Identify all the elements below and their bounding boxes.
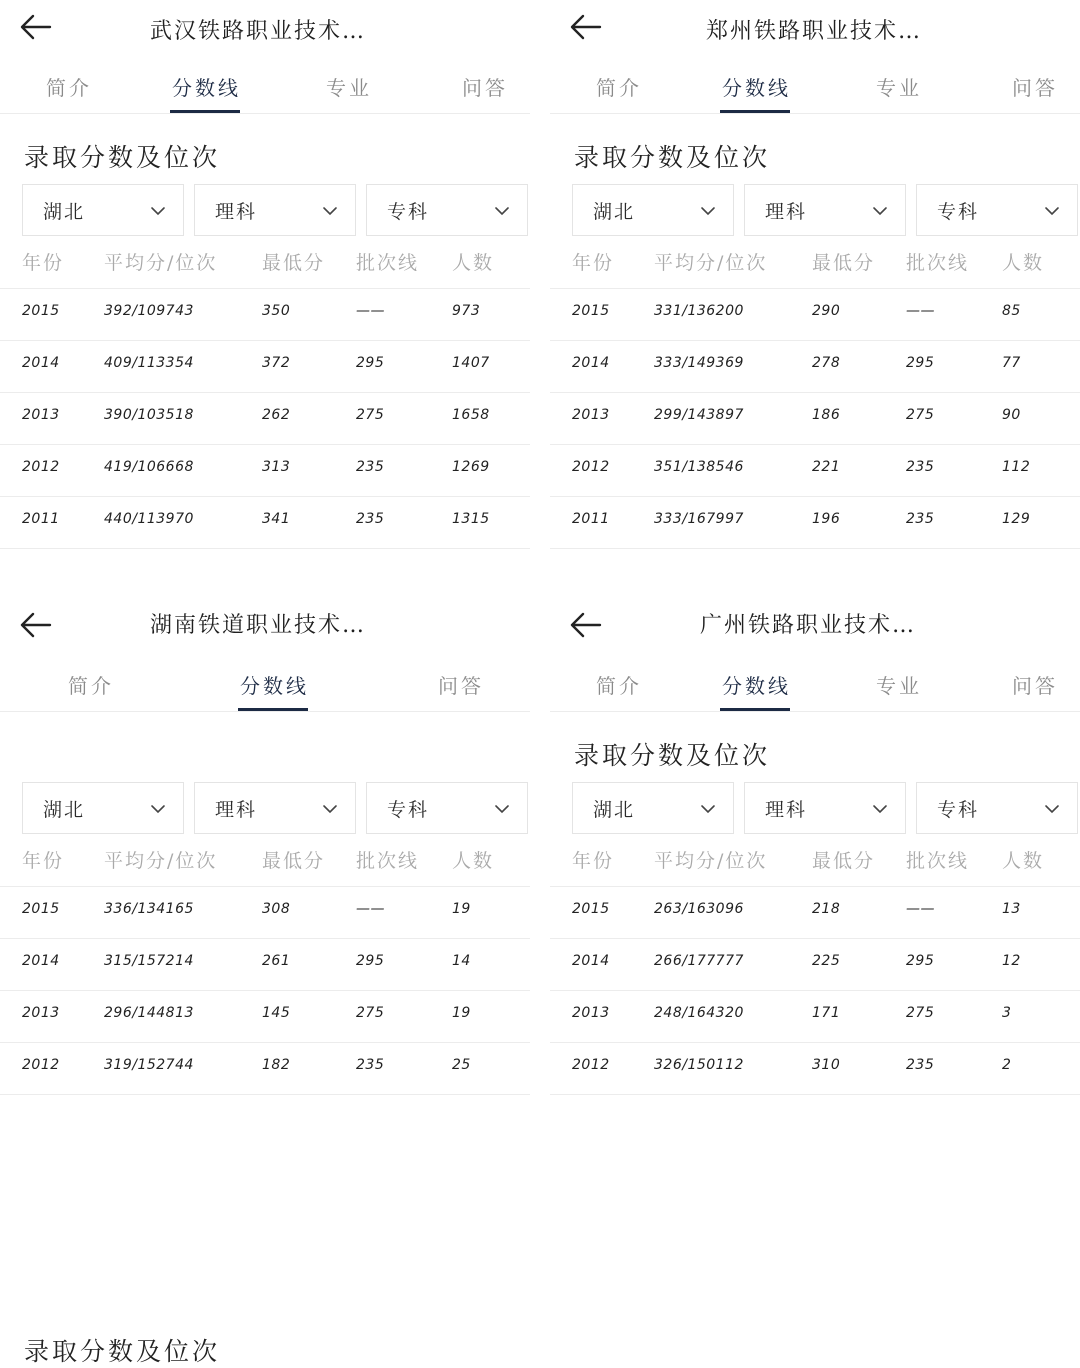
col-batch-line-header: 批次线 [906,252,970,274]
col-batch-line-header: 批次线 [906,850,970,872]
count-cell: 13 [1002,901,1021,917]
back-arrow-icon[interactable] [18,12,54,42]
year-cell: 2014 [22,355,60,371]
top-bar [0,0,530,58]
min-score-cell: 310 [812,1057,841,1073]
col-min-score-header: 最低分 [262,850,326,872]
count-cell: 19 [452,901,471,917]
divider [550,1094,1080,1095]
table-row [550,938,1080,990]
tab-bar [0,660,530,710]
count-cell: 3 [1002,1005,1012,1021]
table-row [0,288,530,340]
table-row [550,496,1080,548]
chevron-down-icon [151,203,165,217]
col-count-header: 人数 [452,252,495,274]
min-score-cell: 221 [812,459,841,475]
dropdown-value: 专科 [937,799,980,821]
batch-line-cell: 275 [906,407,935,423]
back-arrow-icon[interactable] [568,12,604,42]
year-cell: 2013 [22,1005,60,1021]
tab-bar [0,62,530,112]
subject-dropdown[interactable] [194,184,356,236]
year-cell: 2015 [22,303,60,319]
batch-line-cell: 275 [906,1005,935,1021]
tab-intro[interactable]: 简介 [68,674,114,698]
divider [0,548,530,549]
subject-dropdown[interactable] [744,184,906,236]
avg-rank-cell: 419/106668 [104,459,194,475]
dropdown-value: 专科 [387,799,430,821]
count-cell: 25 [452,1057,471,1073]
table-row [550,288,1080,340]
col-year-header: 年份 [22,850,65,872]
college-title: 郑州铁路职业技术… [706,19,923,44]
year-cell: 2014 [572,355,610,371]
min-score-cell: 341 [262,511,291,527]
batch-line-cell: 235 [356,511,385,527]
tab-qa[interactable]: 问答 [1012,674,1058,698]
tab-intro[interactable]: 简介 [596,76,642,100]
year-cell: 2012 [22,1057,60,1073]
table-row [550,444,1080,496]
province-dropdown[interactable] [22,782,184,834]
province-dropdown[interactable] [22,184,184,236]
batch-line-cell: 235 [906,1057,935,1073]
count-cell: 19 [452,1005,471,1021]
level-dropdown[interactable] [366,184,528,236]
score-table [0,886,530,1095]
col-avg-rank-header: 平均分/位次 [654,252,768,274]
avg-rank-cell: 333/149369 [654,355,744,371]
year-cell: 2012 [572,459,610,475]
tab-intro[interactable]: 简介 [596,674,642,698]
col-count-header: 人数 [452,850,495,872]
min-score-cell: 145 [262,1005,291,1021]
top-bar [550,0,1080,58]
dropdown-value: 理科 [765,201,808,223]
avg-rank-cell: 296/144813 [104,1005,194,1021]
subject-dropdown[interactable] [194,782,356,834]
chevron-down-icon [495,801,509,815]
level-dropdown[interactable] [916,782,1078,834]
subject-dropdown[interactable] [744,782,906,834]
count-cell: 112 [1002,459,1031,475]
divider [550,711,1080,712]
dropdown-value: 湖北 [43,201,86,223]
dropdown-value: 专科 [387,201,430,223]
avg-rank-cell: 331/136200 [654,303,744,319]
province-dropdown[interactable] [572,782,734,834]
app-panel-4 [550,598,1080,1114]
college-title: 武汉铁路职业技术… [150,19,367,44]
chevron-down-icon [873,801,887,815]
chevron-down-icon [701,801,715,815]
batch-line-cell: 275 [356,407,385,423]
score-table [0,288,530,549]
year-cell: 2014 [572,953,610,969]
tab-bar [550,62,1080,112]
dropdown-value: 理科 [215,201,258,223]
min-score-cell: 196 [812,511,841,527]
avg-rank-cell: 248/164320 [654,1005,744,1021]
min-score-cell: 182 [262,1057,291,1073]
batch-line-cell: 295 [906,355,935,371]
min-score-cell: 186 [812,407,841,423]
college-title: 广州铁路职业技术… [700,613,917,638]
min-score-cell: 262 [262,407,291,423]
col-min-score-header: 最低分 [812,252,876,274]
chevron-down-icon [323,801,337,815]
dropdown-value: 理科 [215,799,258,821]
chevron-down-icon [1045,203,1059,217]
table-row [0,444,530,496]
batch-line-cell: 235 [906,459,935,475]
chevron-down-icon [495,203,509,217]
chevron-down-icon [701,203,715,217]
batch-line-cell: 295 [356,355,385,371]
year-cell: 2012 [22,459,60,475]
table-header [550,248,1080,288]
section-title: 录取分数及位次 [574,741,771,770]
divider [550,548,1080,549]
tab-majors[interactable]: 专业 [326,76,372,100]
col-avg-rank-header: 平均分/位次 [104,850,218,872]
tab-scores[interactable]: 分数线 [722,76,791,100]
top-bar [550,598,1080,656]
count-cell: 2 [1002,1057,1012,1073]
year-cell: 2015 [572,901,610,917]
min-score-cell: 225 [812,953,841,969]
batch-line-cell: 295 [356,953,385,969]
table-header [0,248,530,288]
min-score-cell: 308 [262,901,291,917]
col-avg-rank-header: 平均分/位次 [654,850,768,872]
min-score-cell: 372 [262,355,291,371]
app-panel-1 [0,0,530,557]
divider [0,113,530,114]
col-year-header: 年份 [22,252,65,274]
avg-rank-cell: 319/152744 [104,1057,194,1073]
count-cell: 1269 [452,459,490,475]
avg-rank-cell: 333/167997 [654,511,744,527]
min-score-cell: 171 [812,1005,841,1021]
count-cell: 973 [452,303,481,319]
min-score-cell: 350 [262,303,291,319]
min-score-cell: 218 [812,901,841,917]
tab-intro[interactable]: 简介 [46,76,92,100]
divider [0,1094,530,1095]
dropdown-value: 湖北 [593,799,636,821]
tab-majors[interactable]: 专业 [876,674,922,698]
tab-scores[interactable]: 分数线 [172,76,241,100]
back-arrow-icon[interactable] [18,610,54,640]
count-cell: 129 [1002,511,1031,527]
table-row [0,1042,530,1094]
avg-rank-cell: 390/103518 [104,407,194,423]
avg-rank-cell: 336/134165 [104,901,194,917]
tab-qa[interactable]: 问答 [438,674,484,698]
year-cell: 2012 [572,1057,610,1073]
chevron-down-icon [151,801,165,815]
dropdown-value: 湖北 [593,201,636,223]
year-cell: 2013 [572,407,610,423]
table-row [0,886,530,938]
avg-rank-cell: 409/113354 [104,355,194,371]
section-title: 录取分数及位次 [24,1337,221,1366]
batch-line-cell: 235 [356,459,385,475]
chevron-down-icon [323,203,337,217]
col-count-header: 人数 [1002,252,1045,274]
level-dropdown[interactable] [916,184,1078,236]
batch-line-cell: 235 [356,1057,385,1073]
min-score-cell: 290 [812,303,841,319]
batch-line-cell: —— [906,901,935,917]
avg-rank-cell: 351/138546 [654,459,744,475]
count-cell: 1315 [452,511,490,527]
top-bar [0,598,530,656]
tab-qa[interactable]: 问答 [1012,76,1058,100]
table-row [550,990,1080,1042]
table-row [550,340,1080,392]
avg-rank-cell: 440/113970 [104,511,194,527]
year-cell: 2011 [22,511,60,527]
min-score-cell: 278 [812,355,841,371]
app-panel-3 [0,598,530,1366]
avg-rank-cell: 266/177777 [654,953,744,969]
province-dropdown[interactable] [572,184,734,236]
batch-line-cell: —— [356,303,385,319]
min-score-cell: 313 [262,459,291,475]
chevron-down-icon [873,203,887,217]
tab-qa[interactable]: 问答 [462,76,508,100]
app-panel-2 [550,0,1080,557]
table-row [0,938,530,990]
table-row [550,392,1080,444]
col-count-header: 人数 [1002,850,1045,872]
divider [550,113,1080,114]
col-year-header: 年份 [572,850,615,872]
avg-rank-cell: 299/143897 [654,407,744,423]
count-cell: 14 [452,953,471,969]
table-row [0,990,530,1042]
batch-line-cell: —— [906,303,935,319]
count-cell: 90 [1002,407,1021,423]
level-dropdown[interactable] [366,782,528,834]
avg-rank-cell: 315/157214 [104,953,194,969]
college-title: 湖南铁道职业技术… [150,613,367,638]
count-cell: 85 [1002,303,1021,319]
table-header [550,846,1080,886]
avg-rank-cell: 326/150112 [654,1057,744,1073]
year-cell: 2015 [572,303,610,319]
count-cell: 1407 [452,355,490,371]
section-title: 录取分数及位次 [574,143,771,172]
dropdown-value: 专科 [937,201,980,223]
batch-line-cell: 295 [906,953,935,969]
back-arrow-icon[interactable] [568,610,604,640]
chevron-down-icon [1045,801,1059,815]
table-row [550,1042,1080,1094]
tab-scores[interactable]: 分数线 [240,674,309,698]
batch-line-cell: —— [356,901,385,917]
dropdown-value: 湖北 [43,799,86,821]
score-table [550,886,1080,1095]
year-cell: 2014 [22,953,60,969]
tab-bar [550,660,1080,710]
batch-line-cell: 235 [906,511,935,527]
col-year-header: 年份 [572,252,615,274]
score-table [550,288,1080,549]
count-cell: 12 [1002,953,1021,969]
year-cell: 2013 [22,407,60,423]
table-row [0,496,530,548]
tab-scores[interactable]: 分数线 [722,674,791,698]
dropdown-value: 理科 [765,799,808,821]
avg-rank-cell: 263/163096 [654,901,744,917]
table-row [550,886,1080,938]
table-header [0,846,530,886]
divider [0,711,530,712]
count-cell: 1658 [452,407,490,423]
table-row [0,340,530,392]
col-avg-rank-header: 平均分/位次 [104,252,218,274]
avg-rank-cell: 392/109743 [104,303,194,319]
col-min-score-header: 最低分 [262,252,326,274]
year-cell: 2015 [22,901,60,917]
count-cell: 77 [1002,355,1021,371]
year-cell: 2011 [572,511,610,527]
col-batch-line-header: 批次线 [356,252,420,274]
tab-majors[interactable]: 专业 [876,76,922,100]
col-min-score-header: 最低分 [812,850,876,872]
year-cell: 2013 [572,1005,610,1021]
table-row [0,392,530,444]
section-title: 录取分数及位次 [24,143,221,172]
batch-line-cell: 275 [356,1005,385,1021]
min-score-cell: 261 [262,953,291,969]
col-batch-line-header: 批次线 [356,850,420,872]
